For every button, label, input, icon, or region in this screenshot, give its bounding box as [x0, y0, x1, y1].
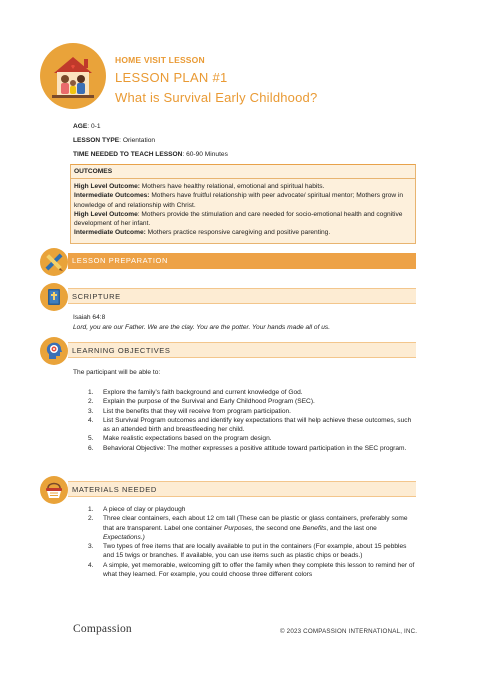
meta-time-label: TIME NEEDED TO TEACH LESSON: [73, 151, 183, 158]
outcomes-divider: [71, 178, 415, 179]
meta-age: [73, 123, 101, 130]
meta-type-value: : Orientation: [119, 137, 156, 144]
outcome-item: [74, 228, 414, 237]
meta-time-needed: [73, 151, 228, 158]
section-bar-learning-objectives: LEARNING OBJECTIVES: [68, 342, 416, 358]
meta-lesson-type: [73, 137, 155, 144]
material-text: Two types of free items that are locally available to put in the containers (For example, about 15 pebbles and 15 twigs or branches. If available, you can use items such as plastic chips or beads.): [103, 543, 407, 560]
list-item: 3. Two types of free items that are locally available to put in the containers (For example, about 15 pebbles and 15 twigs or branches. If available, you can use items such as plastic chips or beads.): [88, 543, 407, 560]
list-item: 4. List Survival Program outcomes and identify key expectations that will help achieve these outcomes, such as an attended birth and breastfeeding her child.: [88, 416, 412, 434]
list-item: 2. Three clear containers, each about 12 cm tall (These can be plastic or glass containers, preferably some that are transparent. Label one container Purposes, the second one Benefits, and the last one Expectations.): [88, 515, 408, 541]
meta-age-value: : 0-1: [87, 123, 101, 130]
list-item: 4. A simple, yet memorable, welcoming gift to offer the family when they complete this lesson to remind her of what they learned. For example, you could choose three different colors: [88, 561, 415, 579]
outcome-item: [74, 182, 414, 191]
scripture-reference: Isaiah 64:8: [73, 314, 106, 321]
outcome-item: [74, 210, 414, 229]
section-bar-scripture: SCRIPTURE: [68, 288, 416, 304]
outcome-text: : Mothers provide the stimulation and care needed for socio-emotional health and cognitive development of her infant.: [74, 210, 403, 228]
head-target-icon: [40, 337, 68, 365]
outcomes-body: [74, 182, 414, 238]
outcome-label: High Level Outcome: [74, 210, 138, 218]
objective-text: Make realistic expectations based on the program design.: [103, 435, 272, 443]
pencil-ruler-icon: [40, 248, 68, 276]
family-house-icon: [40, 43, 106, 109]
meta-time-value: : 60-90 Minutes: [182, 151, 228, 158]
outcomes-box: [70, 164, 416, 244]
outcome-label: High Level Outcome:: [74, 183, 140, 190]
bible-icon: [40, 283, 68, 311]
outcome-text: Mothers have healthy relational, emotional and spiritual habits.: [139, 183, 325, 190]
outcome-label: Intermediate Outcomes:: [74, 192, 150, 200]
objective-text: Explain the purpose of the Survival and Early Childhood Program (SEC).: [103, 398, 315, 406]
material-text: Three clear containers, each about 12 cm tall (These can be plastic or glass containers, preferably some that are transparent. Label one container Purposes, the second one Benefits, and the last one Expectations.): [103, 515, 408, 541]
lesson-kicker: HOME VISIT LESSON: [115, 55, 205, 65]
meta-type-label: LESSON TYPE: [73, 137, 120, 144]
list-item: 1. A piece of clay or playdough: [88, 506, 186, 513]
objective-text: List the benefits that they will receive from program participation.: [103, 407, 292, 415]
objective-text: Explore the family’s faith background and current knowledge of God.: [103, 389, 303, 396]
objectives-list: [88, 388, 418, 453]
list-item: 2. Explain the purpose of the Survival and Early Childhood Program (SEC).: [88, 398, 315, 406]
compassion-logo: Compassion: [73, 623, 132, 635]
list-item: 1. Explore the family’s faith background and current knowledge of God.: [88, 389, 303, 396]
section-bar-materials-needed: MATERIALS NEEDED: [68, 481, 416, 497]
page-title: What is Survival Early Childhood?: [115, 90, 318, 105]
outcomes-heading: OUTCOMES: [74, 168, 113, 175]
outcome-text: Mothers practice responsive caregiving and positive parenting.: [145, 229, 331, 237]
scripture-verse: Lord, you are our Father. We are the clay. You are the potter. Your hands made all of us.: [73, 324, 331, 331]
objective-text: List Survival Program outcomes and identify key expectations that will help achieve these outcomes, such as an attended birth and breastfeeding her child.: [103, 416, 412, 434]
objectives-intro: The participant will be able to:: [73, 369, 161, 376]
copyright-notice: © 2023 COMPASSION INTERNATIONAL, INC.: [280, 628, 418, 635]
material-text: A simple, yet memorable, welcoming gift to offer the family when they complete this lesson to remind her of what they learned. For example, you could choose three different colors: [103, 561, 415, 579]
list-item: 5. Make realistic expectations based on the program design.: [88, 435, 272, 443]
objective-text: Behavioral Objective: The mother expresses a positive attitude toward participation in the SEC program.: [103, 444, 407, 452]
material-text: A piece of clay or playdough: [103, 506, 186, 513]
outcome-item: [74, 191, 414, 210]
outcome-text: Mothers have fruitful relationship with peer advocate/ spiritual mentor; Mothers grow in knowledge of and relationship with Christ.: [74, 192, 404, 209]
list-item: 3. List the benefits that they will receive from program participation.: [88, 407, 292, 415]
lesson-plan-number: LESSON PLAN #1: [115, 70, 228, 85]
outcome-label: Intermediate Outcome:: [74, 229, 146, 237]
meta-age-label: AGE: [73, 123, 88, 130]
list-item: 6. Behavioral Objective: The mother expresses a positive attitude toward participation in the SEC program.: [88, 444, 407, 452]
section-bar-lesson-preparation: LESSON PREPARATION: [68, 253, 416, 269]
basket-icon: [40, 476, 68, 504]
materials-list: [88, 505, 418, 579]
